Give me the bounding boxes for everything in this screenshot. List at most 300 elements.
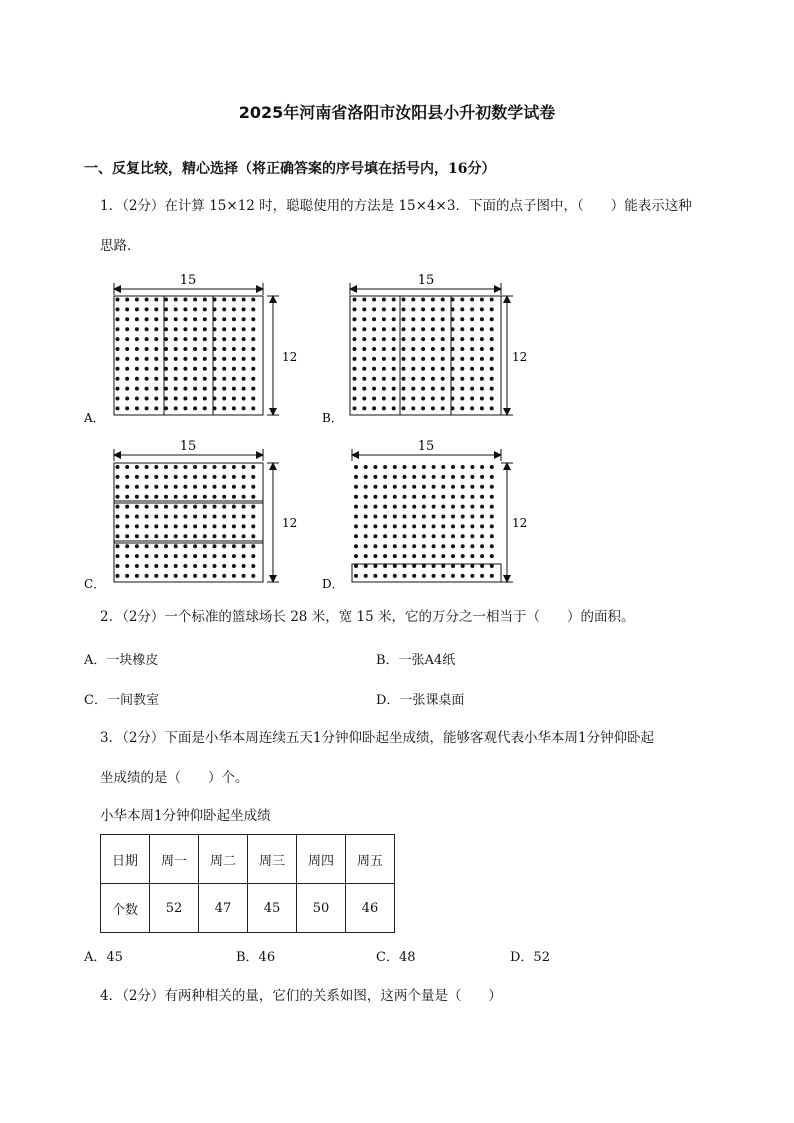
dot [125, 544, 129, 548]
dot [490, 397, 494, 401]
dot [116, 387, 120, 391]
dot [154, 524, 158, 528]
dot [203, 495, 207, 499]
dot [460, 307, 464, 311]
dot [372, 367, 376, 371]
dot [412, 534, 416, 538]
dot [372, 337, 376, 341]
dot [441, 357, 445, 361]
dot [232, 515, 236, 519]
dot [213, 347, 217, 351]
q3-text-line2: 坐成绩的是（ ）个。 [100, 770, 249, 786]
dot [174, 515, 178, 519]
option-d-diagram[interactable] [322, 439, 527, 591]
dot [353, 387, 357, 391]
dot [392, 387, 396, 391]
dot [125, 495, 129, 499]
dot [135, 554, 139, 558]
dot [154, 544, 158, 548]
dot [364, 554, 368, 558]
dot [411, 298, 415, 302]
dot [383, 475, 387, 479]
dot [222, 534, 226, 538]
dot [441, 337, 445, 341]
dot [460, 357, 464, 361]
dot [203, 367, 207, 371]
q2-option-b[interactable]: B．一张A4纸 [376, 653, 456, 668]
dot [193, 367, 197, 371]
dot [164, 515, 168, 519]
dot [403, 505, 407, 509]
dot [412, 564, 416, 568]
dot [193, 357, 197, 361]
dot [193, 534, 197, 538]
dot [362, 337, 366, 341]
dot [193, 515, 197, 519]
dot [441, 327, 445, 331]
dot [125, 515, 129, 519]
option-d-label: D． [322, 577, 344, 591]
dot [193, 347, 197, 351]
dot [373, 495, 377, 499]
dot [403, 495, 407, 499]
dot [242, 327, 246, 331]
dot [470, 387, 474, 391]
dot [362, 377, 366, 381]
dot [353, 397, 357, 401]
dot [193, 475, 197, 479]
dot [441, 574, 445, 578]
dot [203, 554, 207, 558]
dot [203, 307, 207, 311]
dot [362, 367, 366, 371]
dot [432, 534, 436, 538]
dot [383, 495, 387, 499]
dot [213, 574, 217, 578]
dot [154, 397, 158, 401]
dot [383, 515, 387, 519]
dot [125, 465, 129, 469]
dot [251, 534, 255, 538]
dot [222, 347, 226, 351]
dot [154, 554, 158, 558]
dot [480, 485, 484, 489]
dot [403, 465, 407, 469]
dot [490, 317, 494, 321]
q3-option-d[interactable]: D．52 [510, 950, 550, 965]
q2-option-c[interactable]: C．一间教室 [84, 693, 159, 708]
dot [222, 337, 226, 341]
dot [470, 475, 474, 479]
dot [451, 534, 455, 538]
dot [403, 515, 407, 519]
dot [174, 298, 178, 302]
dot [412, 524, 416, 528]
dot [145, 534, 149, 538]
dot [451, 387, 455, 391]
dot [432, 524, 436, 528]
dot [490, 475, 494, 479]
option-a-diagram[interactable] [83, 273, 297, 425]
dot [174, 524, 178, 528]
dot [164, 337, 168, 341]
dot [412, 505, 416, 509]
dot [364, 574, 368, 578]
dot [232, 298, 236, 302]
dot [372, 298, 376, 302]
dot [251, 377, 255, 381]
dot [213, 317, 217, 321]
q2-option-d[interactable]: D．一张课桌面 [376, 693, 465, 708]
dot [362, 357, 366, 361]
dot [403, 534, 407, 538]
dot [432, 465, 436, 469]
dot [353, 327, 357, 331]
dot [441, 347, 445, 351]
dot [441, 554, 445, 558]
dot [193, 564, 197, 568]
dot [116, 298, 120, 302]
dot [441, 505, 445, 509]
dot [392, 377, 396, 381]
dot [183, 475, 187, 479]
dot [460, 327, 464, 331]
dot [421, 327, 425, 331]
dot [251, 554, 255, 558]
dot [382, 357, 386, 361]
dot [393, 475, 397, 479]
dot [154, 564, 158, 568]
dot [451, 564, 455, 568]
dot [116, 495, 120, 499]
dot [154, 465, 158, 469]
dot [135, 357, 139, 361]
dot [154, 495, 158, 499]
dot [451, 475, 455, 479]
dot [403, 524, 407, 528]
dot [135, 307, 139, 311]
dot [362, 317, 366, 321]
dot [193, 574, 197, 578]
option-c-diagram[interactable] [84, 439, 297, 591]
dot [154, 357, 158, 361]
dot [125, 564, 129, 568]
dot [431, 347, 435, 351]
dot [490, 298, 494, 302]
dot [125, 406, 129, 410]
dot [183, 485, 187, 489]
dot [441, 515, 445, 519]
dot [164, 377, 168, 381]
dot [145, 554, 149, 558]
dot [222, 406, 226, 410]
dot [145, 544, 149, 548]
dot [372, 377, 376, 381]
dot [451, 327, 455, 331]
dot [222, 574, 226, 578]
dot [451, 505, 455, 509]
option-b-diagram[interactable] [322, 273, 527, 425]
dot [174, 505, 178, 509]
dot [213, 298, 217, 302]
dot [164, 485, 168, 489]
dot [183, 495, 187, 499]
dot [203, 397, 207, 401]
dot [116, 397, 120, 401]
dot [354, 465, 358, 469]
q2-text: 2．（2分）一个标准的篮球场长 28 米，宽 15 米，它的万分之一相当于（ ）的面积。 [100, 609, 635, 625]
dot [392, 298, 396, 302]
dot [441, 377, 445, 381]
q1-dot-diagrams [80, 268, 540, 593]
dot [145, 397, 149, 401]
q1-text-line2: 思路． [100, 238, 141, 254]
dot [213, 367, 217, 371]
dot [431, 327, 435, 331]
dot [354, 564, 358, 568]
dot [480, 495, 484, 499]
dot [222, 524, 226, 528]
dot [174, 357, 178, 361]
dot [421, 367, 425, 371]
dot [412, 515, 416, 519]
dot [251, 564, 255, 568]
dot [242, 317, 246, 321]
dot [116, 357, 120, 361]
dot [251, 347, 255, 351]
dot [183, 505, 187, 509]
dot [154, 327, 158, 331]
section-heading: 一、反复比较，精心选择（将正确答案的序号填在括号内，16分） [84, 161, 496, 177]
dot [441, 564, 445, 568]
dot [403, 554, 407, 558]
dot [174, 387, 178, 391]
dot [490, 387, 494, 391]
dot [382, 406, 386, 410]
dot [490, 534, 494, 538]
dot [461, 534, 465, 538]
dot [383, 524, 387, 528]
dot [164, 475, 168, 479]
table-header-cell: 周二 [199, 835, 248, 884]
dot [145, 505, 149, 509]
dot [470, 298, 474, 302]
dot [222, 475, 226, 479]
dot [116, 327, 120, 331]
q3-option-c[interactable]: C．48 [376, 950, 416, 965]
dot [125, 357, 129, 361]
dot [125, 387, 129, 391]
dot [203, 564, 207, 568]
dot [116, 515, 120, 519]
dot [402, 397, 406, 401]
width-label: 15 [417, 439, 435, 454]
dot [154, 406, 158, 410]
dot [451, 377, 455, 381]
dot [411, 377, 415, 381]
q3-option-b[interactable]: B．46 [236, 950, 276, 965]
dot [373, 554, 377, 558]
dot [203, 377, 207, 381]
dot [412, 465, 416, 469]
dot [470, 357, 474, 361]
q3-text-line1: 3．（2分）下面是小华本周连续五天1分钟仰卧起坐成绩，能够客观代表小华本周1分钟仰卧起 [100, 730, 655, 746]
dot [125, 485, 129, 489]
dot [421, 298, 425, 302]
dot [174, 564, 178, 568]
dot [222, 485, 226, 489]
dot [364, 465, 368, 469]
dot [193, 327, 197, 331]
dot [174, 574, 178, 578]
dot [382, 337, 386, 341]
dot [460, 397, 464, 401]
dot [145, 465, 149, 469]
dot [174, 397, 178, 401]
dot [232, 485, 236, 489]
table-header-cell: 周一 [150, 835, 199, 884]
dot [135, 317, 139, 321]
dot [213, 534, 217, 538]
dot [412, 475, 416, 479]
dot [422, 475, 426, 479]
dot [392, 357, 396, 361]
dot [421, 337, 425, 341]
dot [203, 387, 207, 391]
dot [460, 377, 464, 381]
dot [441, 307, 445, 311]
dot [145, 317, 149, 321]
dot [164, 307, 168, 311]
dot [135, 574, 139, 578]
dot [164, 317, 168, 321]
dot [421, 397, 425, 401]
dot [125, 554, 129, 558]
dot [470, 534, 474, 538]
dot [154, 485, 158, 489]
dot [411, 327, 415, 331]
dot [154, 347, 158, 351]
dot [470, 515, 474, 519]
dot [461, 465, 465, 469]
dot [411, 307, 415, 311]
dot [251, 406, 255, 410]
dot [383, 564, 387, 568]
dot [382, 377, 386, 381]
dot [145, 337, 149, 341]
dot [125, 377, 129, 381]
dot [135, 465, 139, 469]
dot [480, 347, 484, 351]
dot [251, 317, 255, 321]
dot [174, 544, 178, 548]
dot [451, 495, 455, 499]
dot [411, 397, 415, 401]
dot [353, 347, 357, 351]
dot [125, 475, 129, 479]
dot [164, 505, 168, 509]
dot [432, 554, 436, 558]
dot [251, 515, 255, 519]
dot [203, 475, 207, 479]
dot [470, 505, 474, 509]
dot [480, 387, 484, 391]
dot [461, 554, 465, 558]
dot [203, 524, 207, 528]
dot [193, 485, 197, 489]
dot [174, 465, 178, 469]
dot [372, 317, 376, 321]
dot [213, 327, 217, 331]
dot [232, 347, 236, 351]
q2-option-a[interactable]: A．一块橡皮 [84, 653, 159, 668]
dot [135, 347, 139, 351]
dot [451, 485, 455, 489]
dot [451, 524, 455, 528]
dot [373, 564, 377, 568]
dot [164, 544, 168, 548]
dot [392, 347, 396, 351]
dot [353, 357, 357, 361]
dot [232, 317, 236, 321]
table-cell: 50 [297, 884, 346, 933]
dot [393, 465, 397, 469]
dot [480, 554, 484, 558]
dot [383, 554, 387, 558]
dot [470, 347, 474, 351]
dot [364, 515, 368, 519]
dot [251, 298, 255, 302]
dot [421, 406, 425, 410]
height-label: 12 [512, 350, 528, 364]
dot [222, 317, 226, 321]
dot [145, 307, 149, 311]
dot [382, 347, 386, 351]
dot [251, 465, 255, 469]
dot [373, 534, 377, 538]
dot [251, 495, 255, 499]
dot [154, 377, 158, 381]
dot [353, 298, 357, 302]
dot [154, 337, 158, 341]
dot [174, 554, 178, 558]
dot [251, 544, 255, 548]
dot [431, 387, 435, 391]
dot [145, 495, 149, 499]
height-label: 12 [282, 350, 298, 364]
dot [411, 317, 415, 321]
dot [402, 387, 406, 391]
dot [382, 367, 386, 371]
dot [193, 397, 197, 401]
dot [422, 515, 426, 519]
dot [242, 377, 246, 381]
dot [193, 495, 197, 499]
q3-option-a[interactable]: A．45 [84, 950, 123, 965]
width-label: 15 [417, 273, 435, 288]
dot [422, 495, 426, 499]
dot [393, 564, 397, 568]
dot [193, 505, 197, 509]
dot [432, 485, 436, 489]
dot [432, 505, 436, 509]
dot [213, 475, 217, 479]
dot [392, 337, 396, 341]
dot [203, 337, 207, 341]
dot-grid [116, 465, 256, 578]
dot [213, 377, 217, 381]
dot [125, 574, 129, 578]
